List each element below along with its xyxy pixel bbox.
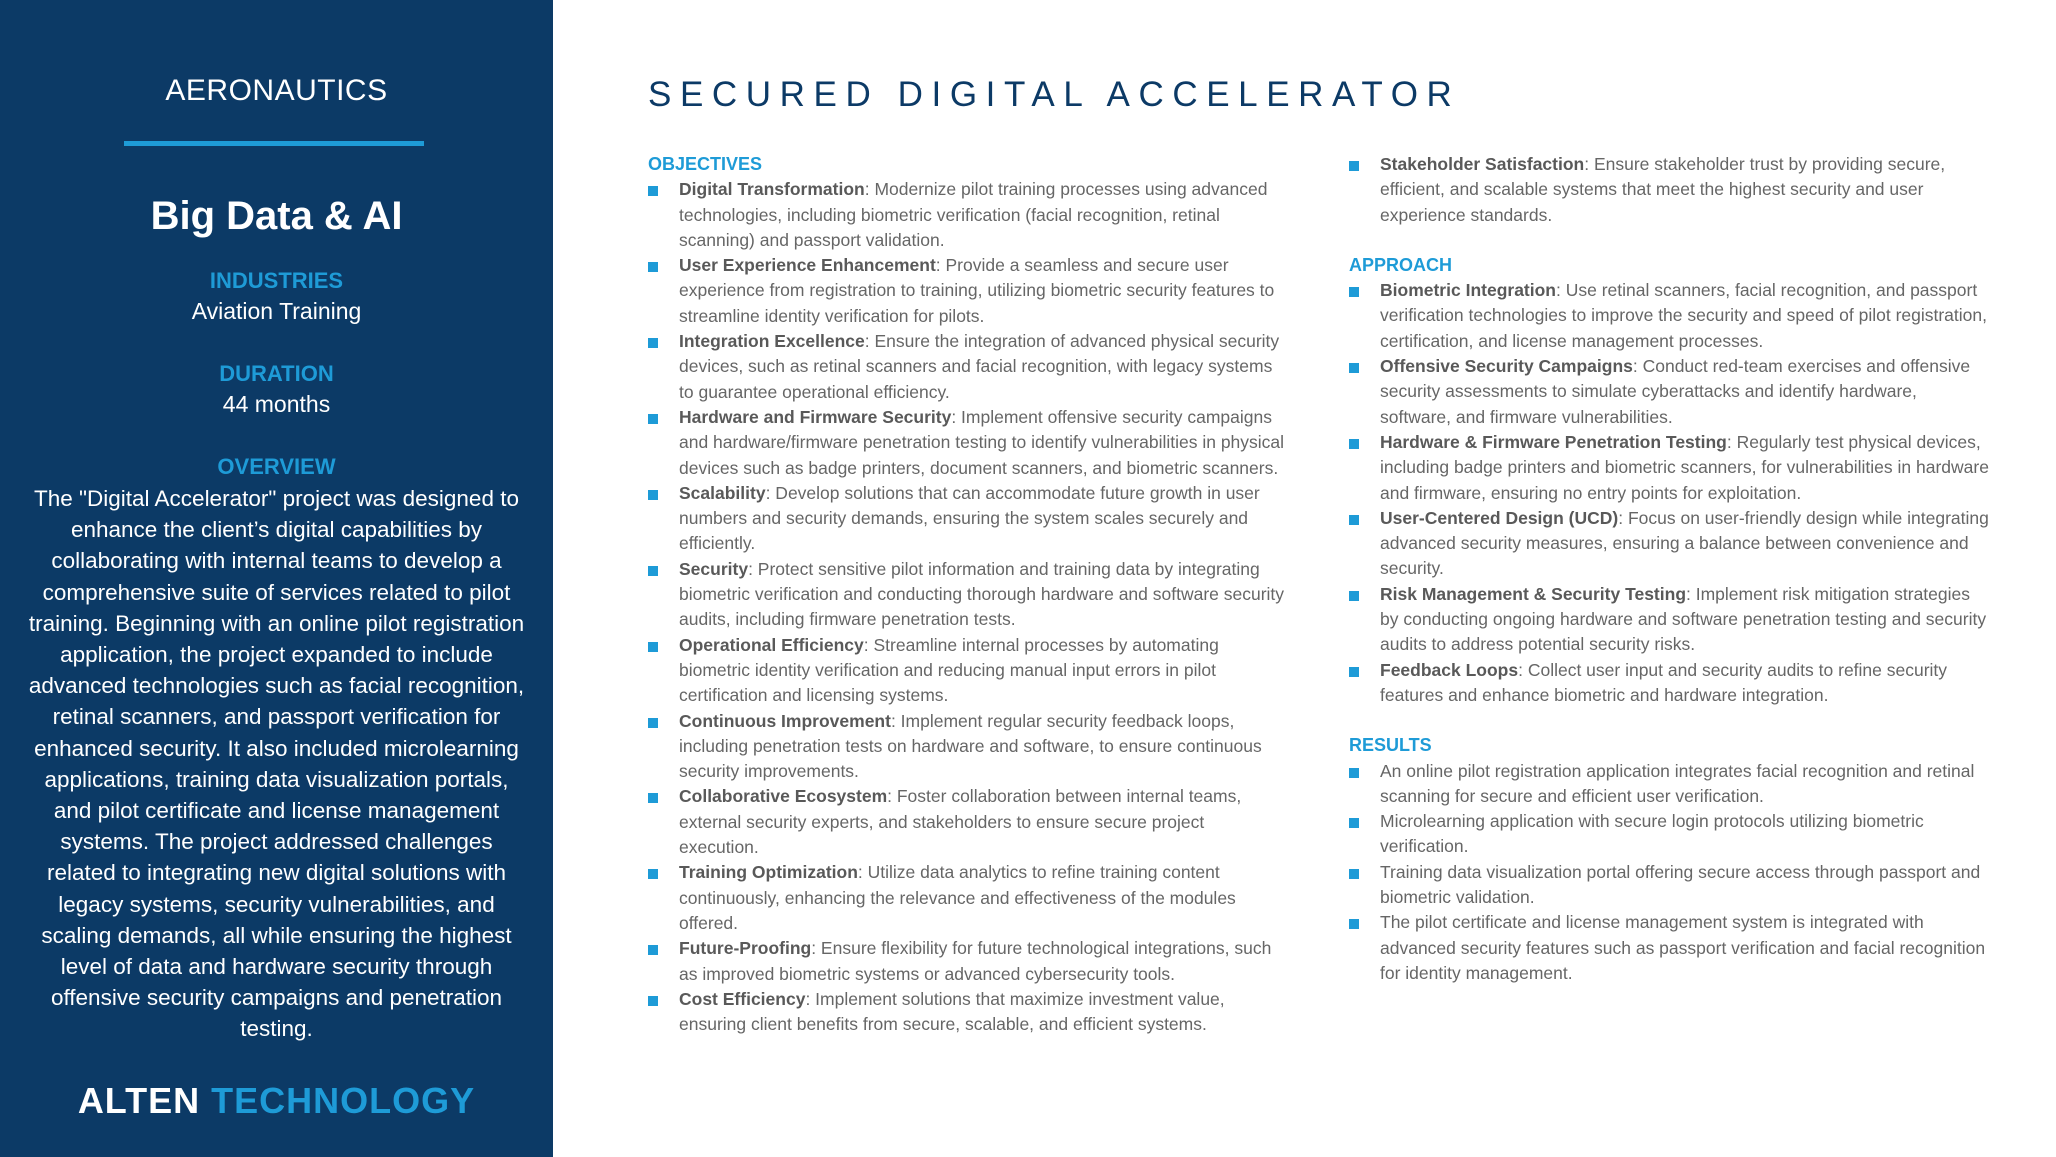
bullet-square-icon xyxy=(648,490,658,500)
results-heading: RESULTS xyxy=(1349,735,1432,756)
item-text: An online pilot registration application integrates facial recognition and retinal scanning for secure and efficient user verification. xyxy=(1380,760,1975,806)
right-column xyxy=(1349,152,1989,986)
item-text: : Provide a seamless and secure user experience from registration to training, utilizing biometric security features to streamline identity verification for pilots. xyxy=(679,255,1275,326)
item-term: Security xyxy=(679,558,749,579)
results-list xyxy=(1349,759,1989,987)
item-text: The pilot certificate and license management system is integrated with advanced security features such as passport verification and facial recognition for identity management. xyxy=(1380,912,1986,983)
item-text: : Foster collaboration between internal teams, external security experts, and stakeholders to ensure secure project execution. xyxy=(679,786,1242,858)
duration-label: DURATION xyxy=(219,361,334,386)
approach-list xyxy=(1349,278,1989,708)
category-divider xyxy=(124,141,424,146)
item-text: : Ensure stakeholder trust by providing secure, efficient, and scalable systems that meet the highest security and user experience standards. xyxy=(1380,154,1946,225)
page-title: SECURED DIGITAL ACCELERATOR xyxy=(648,75,1461,114)
bullet-square-icon xyxy=(648,262,658,272)
item-text: : Use retinal scanners, facial recognition, and passport verification technologies to improve the security and speed of pilot registration, certification, and license management processes. xyxy=(1380,280,1987,351)
project-sidebar xyxy=(0,0,553,1157)
item-term: Operational Efficiency xyxy=(679,634,864,655)
left-column xyxy=(648,152,1288,1037)
item-term: Scalability xyxy=(679,482,766,503)
bullet-square-icon xyxy=(1349,161,1359,171)
list-item xyxy=(648,987,1288,1038)
objectives-list xyxy=(648,177,1288,1037)
item-term: Hardware and Firmware Security xyxy=(679,406,952,427)
list-item xyxy=(648,557,1288,633)
item-term: Biometric Integration xyxy=(1380,280,1556,301)
item-text: : Collect user input and security audits to refine security features and enhance biometric and hardware integration. xyxy=(1380,659,1948,705)
item-term: Training Optimization xyxy=(679,862,858,883)
bullet-square-icon xyxy=(1349,818,1359,828)
item-text: Training data visualization portal offering secure access through passport and biometric validation. xyxy=(1380,861,1981,908)
bullet-square-icon xyxy=(648,869,658,879)
bullet-square-icon xyxy=(648,718,658,728)
item-term: User-Centered Design (UCD) xyxy=(1380,507,1619,528)
bullet-square-icon xyxy=(1349,287,1359,297)
item-text: : Protect sensitive pilot information and training data by integrating biometric verification and conducting thorough hardware and software security audits, including firmware penetration tests. xyxy=(679,558,1285,630)
item-term: Future-Proofing xyxy=(679,938,812,959)
list-item xyxy=(1349,152,1989,228)
list-item xyxy=(648,784,1288,860)
bullet-square-icon xyxy=(1349,439,1359,449)
bullet-square-icon xyxy=(1349,919,1359,929)
bullet-square-icon xyxy=(1349,363,1359,373)
bullet-square-icon xyxy=(648,642,658,652)
list-item xyxy=(648,633,1288,709)
item-text: : Focus on user-friendly design while integrating advanced security measures, ensuring a balance between convenience and security. xyxy=(1380,507,1989,579)
item-term: User Experience Enhancement xyxy=(679,255,936,276)
objectives-heading: OBJECTIVES xyxy=(648,154,763,174)
bullet-square-icon xyxy=(648,996,658,1006)
list-item xyxy=(1349,860,1989,911)
list-item xyxy=(648,936,1288,987)
item-text: : Utilize data analytics to refine training content continuously, enhancing the relevance and effectiveness of the modules offered. xyxy=(679,862,1236,933)
item-text: : Ensure the integration of advanced physical security devices, such as retinal scanners and facial recognition, with legacy systems to guarantee operational efficiency. xyxy=(679,331,1280,402)
duration-value: 44 months xyxy=(222,391,331,417)
item-term: Continuous Improvement xyxy=(679,710,891,731)
bullet-square-icon xyxy=(1349,869,1359,879)
logo-word-technology: TECHNOLOGY xyxy=(211,1080,476,1121)
item-text: : Conduct red-team exercises and offensive security assessments to simulate cyberattacks and identify hardware, software, and firmware vulnerabilities. xyxy=(1380,356,1971,427)
item-text: : Implement offensive security campaigns and hardware/firmware penetration testing to identify vulnerabilities in physical devices such as badge printers, document scanners, and biometric scanners. xyxy=(679,406,1285,478)
list-item xyxy=(1349,506,1989,582)
item-text: : Ensure flexibility for future technological integrations, such as improved biometric systems or advanced cybersecurity tools. xyxy=(679,938,1272,984)
list-item xyxy=(1349,354,1989,430)
item-term: Risk Management & Security Testing xyxy=(1380,583,1687,604)
list-item xyxy=(648,253,1288,329)
bullet-square-icon xyxy=(648,945,658,955)
list-item xyxy=(1349,430,1989,506)
list-item xyxy=(648,329,1288,405)
industries-label: INDUSTRIES xyxy=(209,268,344,293)
item-text: : Implement solutions that maximize investment value, ensuring client benefits from secure, scalable, and efficient systems. xyxy=(679,988,1225,1035)
list-item xyxy=(1349,658,1989,709)
item-term: Collaborative Ecosystem xyxy=(679,786,888,807)
item-text: : Regularly test physical devices, including badge printers and biometric scanners, for vulnerabilities in hardware and firmware, ensuring no entry points for exploitation. xyxy=(1380,431,1989,503)
list-item xyxy=(648,405,1288,481)
sidebar-title: Big Data & AI xyxy=(150,194,403,238)
list-item xyxy=(1349,759,1989,810)
list-item xyxy=(648,860,1288,936)
section-spacer xyxy=(1349,708,1989,733)
bullet-square-icon xyxy=(648,414,658,424)
item-term: Offensive Security Campaigns xyxy=(1380,356,1633,377)
list-item xyxy=(1349,582,1989,658)
item-term: Hardware & Firmware Penetration Testing xyxy=(1380,431,1727,452)
item-term: Cost Efficiency xyxy=(679,988,806,1009)
item-text: : Develop solutions that can accommodate future growth in user numbers and security demands, ensuring the system scales securely and efficiently. xyxy=(679,482,1260,554)
bullet-square-icon xyxy=(648,186,658,196)
list-item xyxy=(648,709,1288,785)
overview-text: The "Digital Accelerator" project was designed to enhance the client’s digital capabilities by collaborating with internal teams to develop a comprehensive suite of services related to pilot training. Beginning with an online pilot registration application, the project expanded to include advanced technologies such as facial recognition, retinal scanners, and passport verification for enhanced security. It also included microlearning applications, training data visualization portals, and pilot certificate and license management systems. The project addressed challenges related to integrating new digital solutions with legacy systems, security vulnerabilities, and scaling demands, all while ensuring the highest level of data and hardware security through offensive security campaigns and penetration testing. xyxy=(28,486,525,1042)
item-text: : Implement risk mitigation strategies by conducting ongoing hardware and software penetration testing and security audits to address potential security risks. xyxy=(1380,583,1987,655)
bullet-square-icon xyxy=(1349,768,1359,778)
logo-word-alten: ALTEN xyxy=(77,1080,201,1121)
list-item xyxy=(1349,809,1989,860)
bullet-square-icon xyxy=(648,338,658,348)
bullet-square-icon xyxy=(1349,591,1359,601)
bullet-square-icon xyxy=(1349,667,1359,677)
item-text: Microlearning application with secure login protocols utilizing biometric verification. xyxy=(1380,811,1924,857)
industries-value: Aviation Training xyxy=(191,298,362,324)
section-spacer xyxy=(1349,228,1989,253)
item-term: Digital Transformation xyxy=(679,179,865,200)
bullet-square-icon xyxy=(1349,515,1359,525)
item-text: : Streamline internal processes by automating biometric identity verification and reducing manual input errors in pilot certification and licensing systems. xyxy=(679,634,1219,706)
list-item xyxy=(648,177,1288,253)
item-term: Integration Excellence xyxy=(679,331,865,352)
item-term: Feedback Loops xyxy=(1380,659,1519,680)
company-logo xyxy=(0,1080,553,1122)
item-text: : Modernize pilot training processes using advanced technologies, including biometric verification (facial recognition, retinal scanning) and passport validation. xyxy=(679,179,1268,250)
approach-heading: APPROACH xyxy=(1349,254,1453,275)
item-term: Stakeholder Satisfaction xyxy=(1380,154,1585,174)
category-label: AERONAUTICS xyxy=(165,74,388,107)
bullet-square-icon xyxy=(648,793,658,803)
bullet-square-icon xyxy=(648,566,658,576)
item-text: : Implement regular security feedback loops, including penetration tests on hardware and software, to ensure continuous security improvements. xyxy=(679,710,1262,782)
objectives-continued-list xyxy=(1349,152,1989,228)
list-item xyxy=(648,481,1288,557)
list-item xyxy=(1349,278,1989,354)
overview-label: OVERVIEW xyxy=(217,454,336,479)
list-item xyxy=(1349,910,1989,986)
